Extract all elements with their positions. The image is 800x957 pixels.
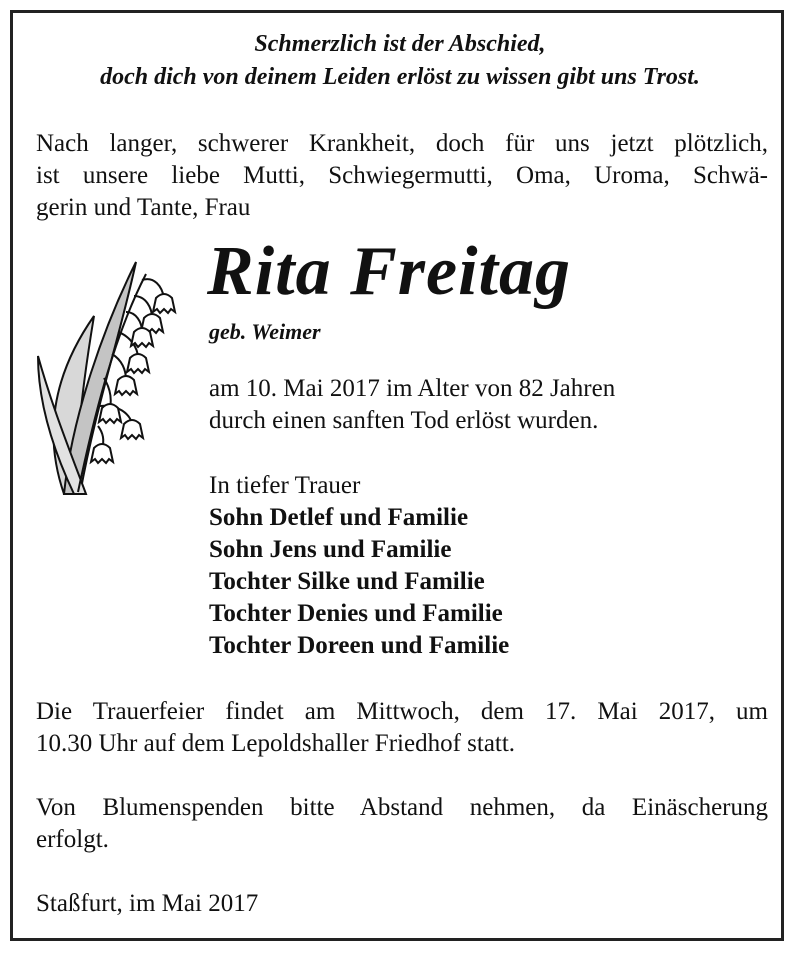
- mourner-name: Sohn Detlef und Familie: [209, 504, 469, 531]
- funeral-line-1: Die Trauerfeier findet am Mittwoch, dem 17. Mai 2017, um: [36, 698, 768, 725]
- mourner-name: Tochter Silke und Familie: [209, 568, 485, 595]
- death-notice-line-1: am 10. Mai 2017 im Alter von 82 Jahren: [209, 375, 616, 402]
- mourner-name: Tochter Denies und Familie: [209, 600, 503, 627]
- place-date: Staßfurt, im Mai 2017: [36, 890, 259, 917]
- mourner-name: Sohn Jens und Familie: [209, 536, 452, 563]
- mourners-heading: In tiefer Trauer: [209, 472, 361, 499]
- funeral-line-2: 10.30 Uhr auf dem Lepoldshaller Friedhof statt.: [36, 730, 516, 757]
- motto-line-1: Schmerzlich ist der Abschied,: [254, 31, 546, 57]
- flowers-note-line-1: Von Blumenspenden bitte Abstand nehmen, da Einäscherung: [36, 794, 768, 821]
- motto-line-2: doch dich von deinem Leiden erlöst zu wissen gibt uns Trost.: [100, 64, 700, 90]
- maiden-name: geb. Weimer: [209, 319, 321, 344]
- deceased-name: Rita Freitag: [207, 233, 571, 310]
- mourner-name: Tochter Doreen und Familie: [209, 632, 510, 659]
- flowers-note-line-2: erfolgt.: [36, 826, 109, 853]
- death-notice-line-2: durch einen sanften Tod erlöst wurden.: [209, 407, 599, 434]
- intro-line-2: ist unsere liebe Mutti, Schwiegermutti, Oma, Uroma, Schwä-: [36, 162, 768, 189]
- intro-line-1: Nach langer, schwerer Krankheit, doch für uns jetzt plötzlich,: [36, 130, 768, 157]
- intro-line-3: gerin und Tante, Frau: [36, 194, 251, 221]
- lily-of-the-valley-icon: [34, 256, 184, 498]
